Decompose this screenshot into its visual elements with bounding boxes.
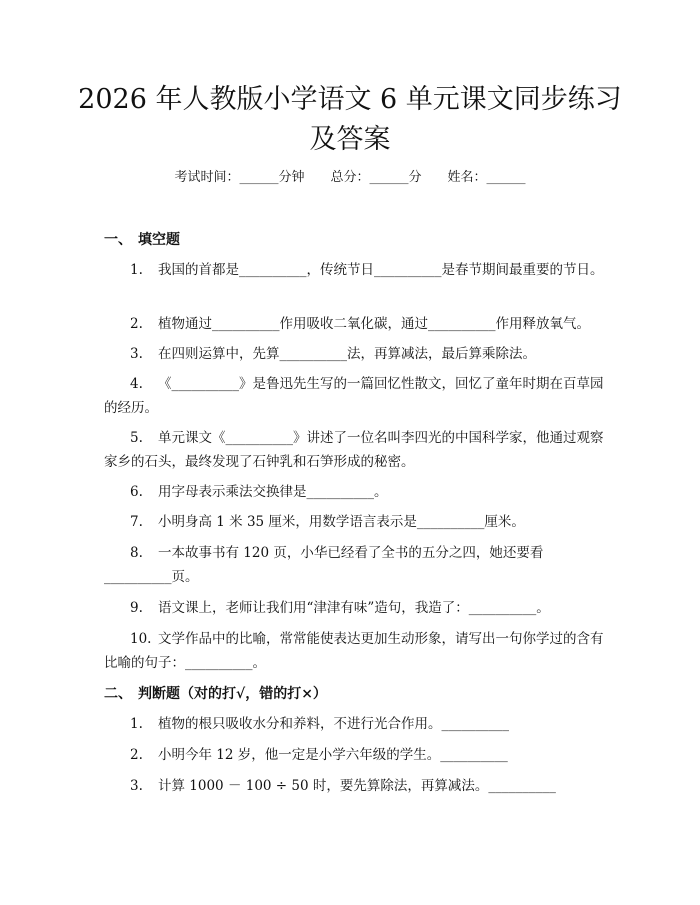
section-number: 二、 [104,686,132,702]
document-title [60,80,640,160]
question-number: 9. [130,600,143,616]
section-heading-fill-in [104,230,180,250]
question-number: 5. [130,430,143,446]
question-number: 3. [130,778,143,794]
section-heading-true-false [104,684,327,704]
question-number: 1. [130,262,143,278]
question-text: 《__________》是鲁迅先生写的一篇回忆性散文，回忆了童年时期在百草园的经历。 [104,376,604,416]
question-number: 8. [130,545,143,561]
question-text: 语文课上，老师让我们用“津津有味”造句，我造了：__________。 [158,600,550,616]
question [104,743,604,767]
section-number: 一、 [104,232,132,248]
question-number: 1. [130,716,143,732]
exam-meta [0,169,700,187]
question-text: 在四则运算中，先算__________法，再算减法，最后算乘除法。 [158,346,536,362]
question [104,480,604,504]
question-text: 计算 1000 － 100 ÷ 50 时，要先算除法，再算减法。__________ [158,778,556,794]
title-line-2: 及答案 [309,124,391,155]
question-text: 小明身高 1 米 35 厘米，用数学语言表示是__________厘米。 [158,514,525,530]
question-number: 2. [130,747,143,763]
student-name: 姓名：______ [447,170,526,185]
exam-time: 考试时间：______分钟 [174,170,305,185]
question [104,342,604,366]
question [104,258,604,282]
section-title: 填空题 [138,232,180,248]
question-text: 一本故事书有 120 页，小华已经看了全书的五分之四，她还要看__________页。 [104,545,544,585]
question-text: 植物通过__________作用吸收二氧化碳，通过__________作用释放氧气。 [158,316,590,332]
question-number: 10. [130,631,152,647]
question [104,372,604,420]
question-number: 4. [130,376,143,392]
question-text: 文学作品中的比喻，常常能使表达更加生动形象，请写出一句你学过的含有比喻的句子：__________。 [104,631,604,671]
question-text: 植物的根只吸收水分和养料，不进行光合作用。__________ [158,716,509,732]
section-title: 判断题（对的打√，错的打×） [138,686,327,702]
question [104,510,604,534]
question-number: 7. [130,514,143,530]
question-number: 6. [130,484,143,500]
question-text: 用字母表示乘法交换律是__________。 [158,484,388,500]
question [104,426,604,474]
question-number: 3. [130,346,143,362]
question-text: 我国的首都是__________，传统节日__________是春节期间最重要的节日。 [158,262,604,278]
question [104,312,604,336]
title-line-1: 2026 年人教版小学语文 6 单元课文同步练习 [78,84,622,115]
question-text: 小明今年 12 岁，他一定是小学六年级的学生。__________ [158,747,508,763]
question [104,774,604,798]
question-text: 单元课文《__________》讲述了一位名叫李四光的中国科学家，他通过观察家乡的石头，最终发现了石钟乳和石笋形成的秘密。 [104,430,604,470]
exam-total-score: 总分：______分 [330,170,422,185]
question [104,712,604,736]
question [104,596,604,620]
question [104,627,604,675]
question [104,541,604,589]
question-number: 2. [130,316,143,332]
